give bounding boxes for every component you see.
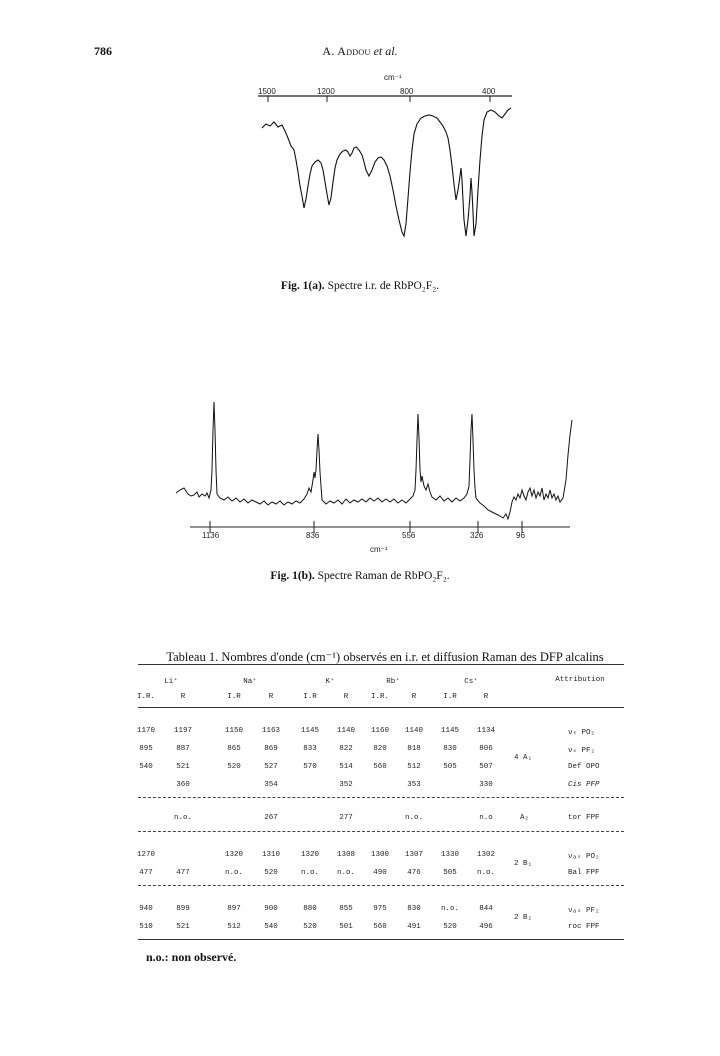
table-cell: 1140 (336, 727, 356, 735)
table-cell: 510 (139, 923, 153, 931)
table-cell: 1308 (336, 851, 356, 859)
table-cell: 520 (303, 923, 317, 931)
table-cell: 514 (339, 763, 353, 771)
table-title: Tableau 1. Nombres d'onde (cm⁻¹) observés en i.r. et diffusion Raman des DFP alcalins (166, 650, 604, 664)
table-cell: 1307 (404, 851, 424, 859)
table-cell: 540 (139, 763, 153, 771)
table-cell: 822 (339, 745, 353, 753)
ir-tick-label: 800 (400, 87, 414, 96)
table-cell: 330 (479, 781, 493, 789)
table-cell: n.o. (300, 869, 320, 877)
table-cell: 1302 (476, 851, 496, 859)
attribution-cell: Bal FPF (568, 869, 600, 877)
raman-tick-label: 326 (470, 531, 484, 540)
subheader: I.R (227, 693, 241, 701)
attribution-cell: Cis PFP (568, 781, 600, 789)
table-cell: n.o (479, 814, 493, 822)
table-cell: 520 (227, 763, 241, 771)
table-group-divider (138, 885, 624, 886)
subheader: I.R. (370, 693, 390, 701)
raman-tick-label: 836 (306, 531, 320, 540)
table-cell: 830 (407, 905, 421, 913)
attribution-cell: roc FPF (568, 923, 600, 931)
subheader: R (180, 693, 186, 701)
table-cell: 354 (264, 781, 278, 789)
raman-tick-label: 96 (516, 531, 525, 540)
table-cell: 1310 (261, 851, 281, 859)
table-cell: 560 (373, 763, 387, 771)
table-bottom-rule (138, 939, 624, 940)
table-cell: 512 (227, 923, 241, 931)
table-cell: 507 (479, 763, 493, 771)
ir-tick-label: 1500 (258, 87, 276, 96)
table-cell: 1160 (370, 727, 390, 735)
table-cell: 1320 (300, 851, 320, 859)
attribution-cell: νₛ PF₂ (568, 747, 596, 755)
table-cell: 887 (176, 745, 190, 753)
table-cell: n.o. (336, 869, 356, 877)
table-cell: 570 (303, 763, 317, 771)
table-cell: 895 (139, 745, 153, 753)
table-cell: 880 (303, 905, 317, 913)
attribution-header: Attribution (555, 676, 605, 684)
subheader: R (268, 693, 274, 701)
table-cell: 1270 (136, 851, 156, 859)
attribution-cell: tor FPF (568, 814, 600, 822)
attribution-cell: Def OPO (568, 763, 600, 771)
table-cell: 975 (373, 905, 387, 913)
table-cell: 491 (407, 923, 421, 931)
table-cell: 277 (339, 814, 353, 822)
ir-tick-label: 1200 (317, 87, 335, 96)
table-cell: 1170 (136, 727, 156, 735)
table-cell: 477 (176, 869, 190, 877)
table-top-rule (138, 664, 624, 665)
subheader: I.R. (136, 693, 156, 701)
symmetry-label: A₂ (520, 814, 530, 822)
table-cell: 360 (176, 781, 190, 789)
cation-header: Rb⁺ (386, 678, 400, 686)
table-cell: 1134 (476, 727, 496, 735)
table-header-rule (138, 707, 624, 708)
table-cell: 501 (339, 923, 353, 931)
table-group-divider (138, 831, 624, 832)
table-footnote: n.o.: non observé. (146, 950, 237, 964)
table-cell: 352 (339, 781, 353, 789)
table-cell: 869 (264, 745, 278, 753)
table-cell: 560 (373, 923, 387, 931)
table-cell: 899 (176, 905, 190, 913)
table-cell: 900 (264, 905, 278, 913)
symmetry-label: 2 B₂ (514, 914, 533, 922)
table-cell: 897 (227, 905, 241, 913)
cation-header: Na⁺ (243, 678, 257, 686)
raman-spectrum-trace (176, 402, 572, 519)
table-cell: 527 (264, 763, 278, 771)
table-cell: 1163 (261, 727, 281, 735)
subheader: R (483, 693, 489, 701)
ir-tick-label: 400 (482, 87, 496, 96)
raman-tick-label: 556 (402, 531, 416, 540)
table-cell: 521 (176, 923, 190, 931)
figure-b-caption: Fig. 1(b). Spectre Raman de RbPO₂F₂. (270, 570, 450, 582)
table-cell: 490 (373, 869, 387, 877)
table-cell: n.o. (173, 814, 193, 822)
table-cell: 353 (407, 781, 421, 789)
table-cell: 830 (443, 745, 457, 753)
table-cell: 512 (407, 763, 421, 771)
table-cell: 844 (479, 905, 493, 913)
table-cell: 940 (139, 905, 153, 913)
subheader: I.R (303, 693, 317, 701)
table-cell: 1150 (224, 727, 244, 735)
figure-a-caption: Fig. 1(a). Spectre i.r. de RbPO₂F₂. (280, 280, 440, 292)
cation-header: Li⁺ (164, 678, 178, 686)
table-cell: 1197 (173, 727, 193, 735)
table-cell: 820 (373, 745, 387, 753)
table-cell: 818 (407, 745, 421, 753)
running-head: A. Addou et al. (322, 44, 398, 58)
table-cell: 267 (264, 814, 278, 822)
table-cell: n.o. (224, 869, 244, 877)
table-cell: 521 (176, 763, 190, 771)
cation-header: Cs⁺ (464, 678, 478, 686)
table-cell: 833 (303, 745, 317, 753)
table-cell: 520 (443, 923, 457, 931)
subheader: R (343, 693, 349, 701)
table-cell: 505 (443, 763, 457, 771)
raman-unit-label: cm⁻¹ (370, 545, 388, 554)
attribution-cell: νₛ PO₂ (568, 729, 596, 737)
table-cell: n.o. (404, 814, 424, 822)
table-cell: 1145 (300, 727, 320, 735)
ir-unit-label: cm⁻¹ (384, 73, 402, 82)
cation-header: K⁺ (325, 678, 335, 686)
table-cell: 855 (339, 905, 353, 913)
table-cell: n.o. (440, 905, 460, 913)
raman-tick-label: 1136 (202, 531, 220, 540)
table-cell: 1300 (370, 851, 390, 859)
table-cell: 540 (264, 923, 278, 931)
table-cell: 806 (479, 745, 493, 753)
page-number: 786 (94, 44, 112, 58)
table-cell: 496 (479, 923, 493, 931)
raman-axis-ticks (202, 521, 525, 540)
symmetry-label: 2 B₁ (514, 860, 533, 868)
attribution-cell: νₐₛ PO₂ (568, 853, 600, 861)
subheader: R (411, 693, 417, 701)
table-cell: 1320 (224, 851, 244, 859)
attribution-cell: νₐₛ PF₂ (568, 907, 600, 915)
table-cell: 1145 (440, 727, 460, 735)
table-cell: n.o. (476, 869, 496, 877)
table-cell: 476 (407, 869, 421, 877)
subheader: I.R (443, 693, 457, 701)
symmetry-label: 4 A₁ (514, 754, 533, 762)
table-cell: 865 (227, 745, 241, 753)
table-cell: 1140 (404, 727, 424, 735)
table-cell: 505 (443, 869, 457, 877)
table-cell: 1330 (440, 851, 460, 859)
table-group-divider (138, 797, 624, 798)
table-cell: 520 (264, 869, 278, 877)
table-cell: 477 (139, 869, 153, 877)
